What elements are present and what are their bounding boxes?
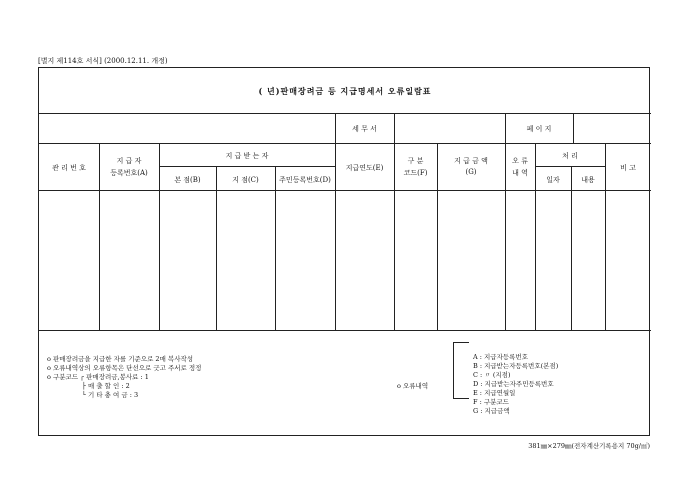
payer-header-line1: 지 급 자 [116,157,142,165]
col-divider-c [216,166,217,330]
col-divider-b [159,143,160,330]
error-header-line1: 오 류 [512,157,528,165]
info-row-divider [39,143,651,144]
content-header: 내용 [581,176,595,184]
type-header-line1: 구 분 [407,157,424,165]
note-line-3: o 구분코드 ┌ 판매장려금,봉사료 : 1 [47,373,149,381]
process-header: 처 리 [562,152,578,160]
recipient-subheader-divider [159,166,335,167]
type-header-line2: 코드(F) [403,169,428,177]
col-divider-j [571,166,572,330]
payer-header-line2: 등록번호(A) [110,169,148,177]
title-divider [39,113,651,114]
error-codes-bracket-bottom [453,398,469,399]
col-divider-d [275,166,276,330]
tax-office-divider [394,113,395,143]
recipient-group-header: 지 급 받 는 자 [225,152,269,160]
form-header-note: [별지 제114호 서식] (2000.12.11. 개정) [38,57,168,65]
error-detail-label: o 오류내역 [397,382,429,390]
pay-year-header: 지급연도(E) [345,164,384,172]
error-code-e: E : 지급연월일 [473,389,516,397]
remarks-header: 비 고 [620,164,636,172]
error-code-d: D : 지급받는자주민등록번호 [473,380,554,388]
col-divider-e [335,113,336,330]
note-line-1: o 판매장려금을 지급한 자를 기준으로 2매 복사작성 [47,355,194,363]
note-line-4: ├ 매 출 할 인 : 2 [82,382,130,390]
form-title: ( 년)판매장려금 등 지급명세서 오류일람표 [258,86,432,96]
header-bottom-divider [39,190,651,191]
page-label: 페 이 지 [526,125,552,133]
error-list-form [38,67,650,436]
error-codes-bracket [453,342,454,398]
error-code-f: F : 구분코드 [473,398,509,406]
process-subheader-divider [535,166,605,167]
error-codes-bracket-top [453,342,469,343]
amount-header-line1: 지 급 금 액 [454,157,488,165]
resident-no-header: 주민등록번호(D) [279,176,331,184]
branch-header: 지 점(C) [232,176,259,184]
page-label-right-divider [573,113,574,143]
paper-spec-footer: 381㎜×279㎜(전자계산기록용지 70g/㎡) [528,442,650,450]
note-line-5: └ 기 타 충 여 금 : 3 [82,391,139,399]
head-office-header: 본 점(B) [174,176,201,184]
mgmt-no-header: 관 리 번 호 [52,164,86,172]
body-bottom-divider [39,330,651,331]
tax-office-label: 세 무 서 [352,125,377,133]
error-code-a: A : 지급자등록번호 [473,353,528,361]
error-code-g: G : 지급금액 [473,407,510,415]
col-divider-i [535,143,536,330]
error-code-b: B : 지급받는자등록번호(본점) [473,362,559,370]
error-header-line2: 내 역 [512,169,528,177]
note-line-2: o 오류내역상의 오류항목은 단선으로 긋고 주서로 정정 [47,364,202,372]
amount-header-line2: (G) [465,168,477,176]
date-header: 일자 [546,176,560,184]
error-code-c: C : 〃 (지점) [473,371,511,379]
